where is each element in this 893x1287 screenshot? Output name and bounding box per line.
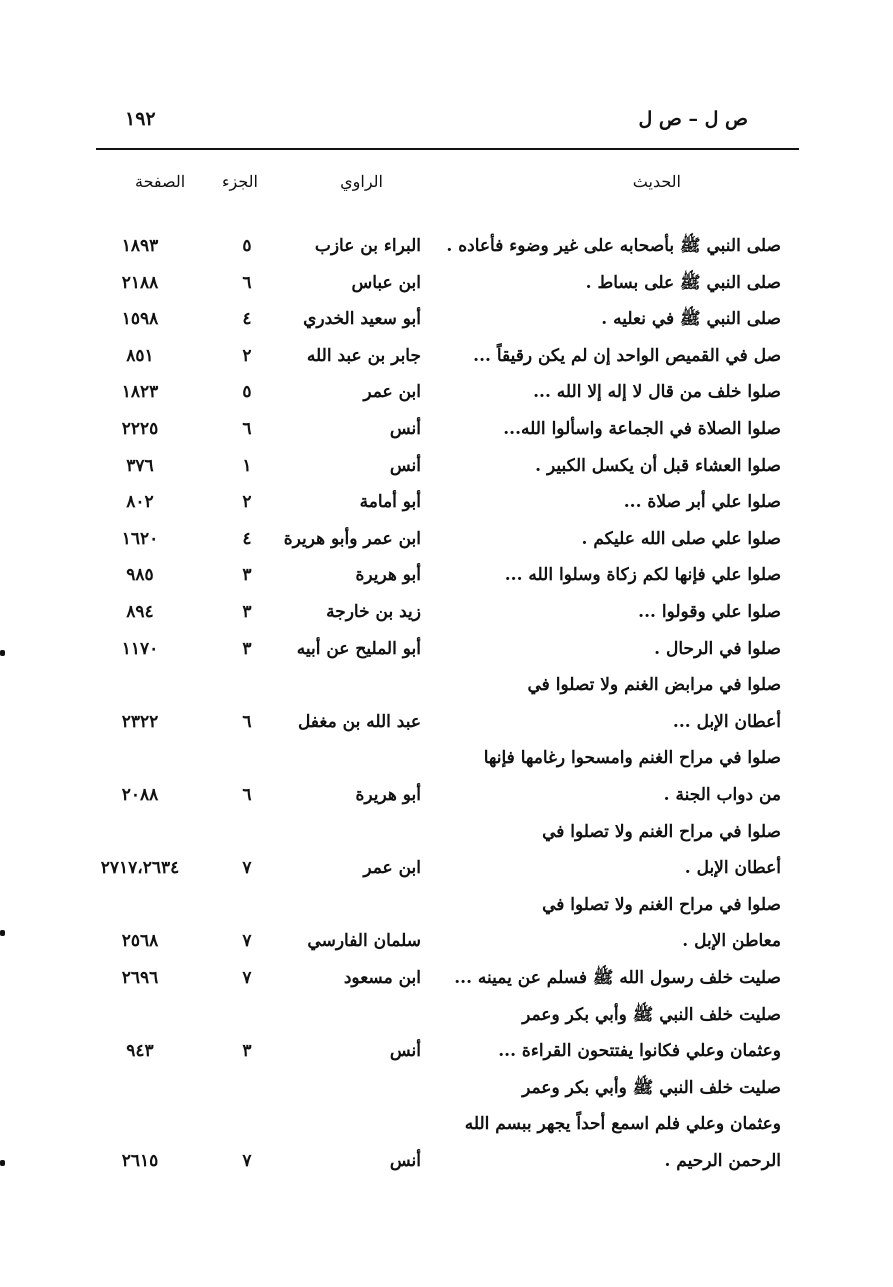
page-reference: ٨٩٤ (126, 602, 154, 622)
narrator-name: ابن عمر وأبو هريرة (283, 528, 421, 549)
hadith-text: وعثمان وعلي فلم اسمع أحداً يجهر ببسم الله (464, 1114, 781, 1135)
hadith-text: صلوا في مرابض الغنم ولا تصلوا في (527, 675, 781, 696)
hadith-text: صلى النبي ﷺ بأصحابه على غير وضوء فأعاده . (446, 236, 781, 256)
volume-number: ٣ (242, 1041, 252, 1062)
scan-edge-mark (0, 1160, 5, 1166)
hadith-text: صلوا علي فإنها لكم زكاة وسلوا الله ... (504, 565, 781, 586)
hadith-text: صلوا في مراح الغنم ولا تصلوا في (542, 894, 781, 915)
page-reference: ٩٨٥ (126, 565, 154, 586)
column-header-rawi: الراوي (340, 172, 383, 191)
narrator-name: عبد الله بن مغفل (297, 711, 421, 732)
narrator-name: البراء بن عازب (314, 236, 421, 256)
narrator-name: ابن مسعود (343, 968, 421, 988)
page-reference: ١٨٩٣ (121, 236, 159, 256)
hadith-text: صلوا في مراح الغنم ولا تصلوا في (542, 821, 781, 842)
narrator-name: أبو المليح عن أبيه (296, 638, 421, 659)
hadith-text: صلوا علي أبر صلاة ... (623, 492, 781, 513)
hadith-text: صلى النبي ﷺ في نعليه . (601, 309, 781, 330)
volume-number: ١ (242, 455, 252, 476)
volume-number: ٧ (242, 1151, 252, 1171)
hadith-text: معاطن الإبل . (682, 931, 781, 952)
volume-number: ٦ (242, 711, 252, 732)
volume-number: ٧ (242, 968, 252, 988)
page-reference: ٩٤٣ (126, 1041, 154, 1062)
hadith-text: صلوا العشاء قبل أن يكسل الكبير . (535, 455, 781, 476)
narrator-name: أنس (389, 455, 421, 476)
page-reference: ٣٧٦ (126, 455, 154, 476)
hadith-text: صلوا علي وقولوا ... (638, 602, 781, 622)
volume-number: ٧ (242, 858, 252, 879)
page-reference: ٢٦١٥ (121, 1151, 159, 1171)
hadith-text: صليت خلف النبي ﷺ وأبي بكر وعمر (522, 1077, 781, 1098)
narrator-name: ابن عباس (351, 272, 421, 293)
narrator-name: أنس (389, 419, 421, 439)
volume-number: ٦ (242, 419, 252, 439)
volume-number: ٤ (242, 309, 252, 330)
column-header-hadith: الحديث (632, 172, 681, 191)
narrator-name: سلمان الفارسي (307, 931, 421, 952)
page-reference: ٢٥٦٨ (121, 931, 159, 952)
volume-number: ٣ (242, 602, 252, 622)
page-reference: ٢٢٢٥ (121, 419, 159, 439)
page-reference: ١٥٩٨ (121, 309, 159, 330)
volume-number: ٦ (242, 272, 252, 293)
hadith-text: صلوا في الرحال . (654, 638, 781, 659)
narrator-name: أبو هريرة (355, 785, 421, 805)
scan-edge-mark (0, 650, 5, 656)
page-reference: ٨٥١ (126, 345, 154, 366)
hadith-text: صلوا في مراح الغنم وامسحوا رغامها فإنها (483, 748, 781, 769)
page-number: ١٩٢ (125, 108, 156, 130)
hadith-text: أعطان الإبل ... (672, 711, 781, 732)
column-header-juz: الجزء (222, 172, 258, 191)
page-reference: ٢٠٨٨ (121, 785, 159, 805)
scan-edge-mark (0, 930, 5, 936)
hadith-text: صليت خلف رسول الله ﷺ فسلم عن يمينه ... (454, 968, 781, 988)
volume-number: ٦ (242, 785, 252, 805)
hadith-text: الرحمن الرحيم . (664, 1151, 781, 1171)
hadith-text: أعطان الإبل . (684, 858, 781, 879)
page-reference: ١١٧٠ (121, 638, 159, 659)
volume-number: ٧ (242, 931, 252, 952)
hadith-text: صلى النبي ﷺ على بساط . (585, 272, 781, 293)
page-reference: ١٦٢٠ (121, 528, 159, 549)
narrator-name: جابر بن عبد الله (306, 345, 421, 366)
page-reference: ٢٦٩٦ (121, 968, 159, 988)
hadith-text: صلوا علي صلى الله عليكم . (581, 528, 781, 549)
narrator-name: ابن عمر (363, 858, 421, 879)
volume-number: ٤ (242, 528, 252, 549)
hadith-text: صليت خلف النبي ﷺ وأبي بكر وعمر (522, 1004, 781, 1025)
hadith-text: صلوا الصلاة في الجماعة واسألوا الله... (503, 419, 781, 439)
hadith-text: صلوا خلف من قال لا إله إلا الله ... (533, 382, 781, 403)
narrator-name: أبو هريرة (355, 565, 421, 586)
narrator-name: أنس (389, 1151, 421, 1171)
hadith-text: صل في القميص الواحد إن لم يكن رقيقاً ... (473, 345, 781, 366)
volume-number: ٢ (242, 345, 252, 366)
volume-number: ٥ (242, 382, 252, 403)
narrator-name: أبو سعيد الخدري (303, 309, 421, 330)
volume-number: ٣ (242, 565, 252, 586)
header-rule (96, 148, 799, 150)
section-heading: ص ل – ص ل (638, 108, 748, 130)
page-reference: ٢١٨٨ (121, 272, 159, 293)
volume-number: ٥ (242, 236, 252, 256)
page-reference: ٢٣٢٢ (121, 711, 159, 732)
hadith-text: من دواب الجنة . (663, 785, 781, 805)
hadith-text: وعثمان وعلي فكانوا يفتتحون القراءة ... (498, 1041, 781, 1062)
page-reference: ١٨٢٣ (121, 382, 159, 403)
narrator-name: زيد بن خارجة (326, 602, 421, 622)
narrator-name: أبو أمامة (359, 492, 421, 513)
narrator-name: أنس (389, 1041, 421, 1062)
narrator-name: ابن عمر (363, 382, 421, 403)
column-header-page: الصفحة (135, 172, 186, 191)
volume-number: ٢ (242, 492, 252, 513)
page-reference: ٢٧١٧،٢٦٣٤ (100, 858, 180, 879)
volume-number: ٣ (242, 638, 252, 659)
page-reference: ٨٠٢ (126, 492, 154, 513)
